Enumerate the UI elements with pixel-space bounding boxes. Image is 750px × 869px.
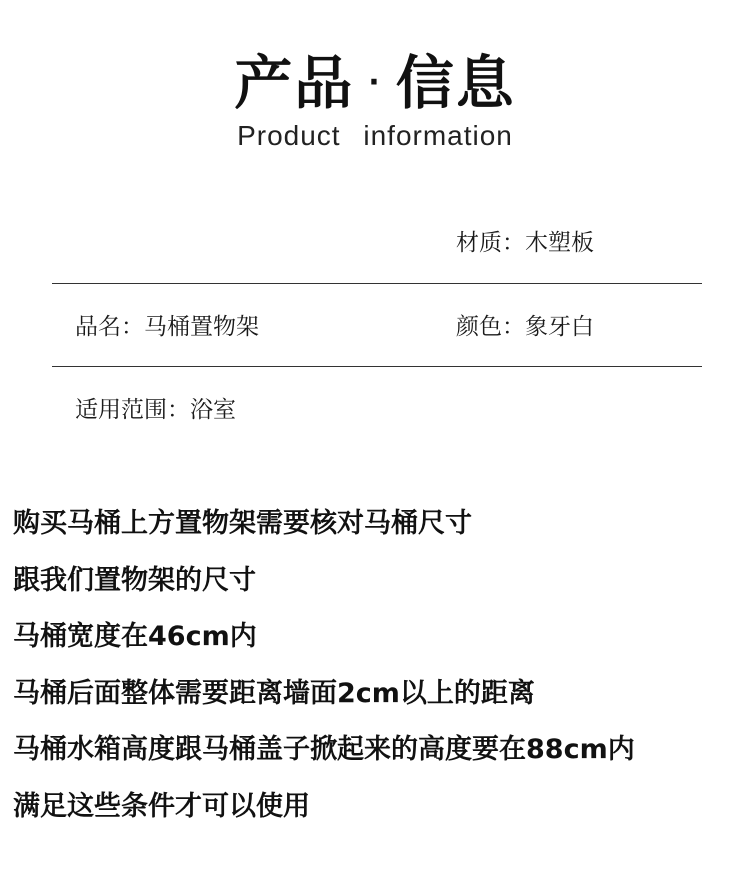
note-line: 购买马桶上方置物架需要核对马桶尺寸 <box>13 508 472 539</box>
note-line: 马桶后面整体需要距离墙面2cm以上的距离 <box>13 677 535 709</box>
spec-color: 颜色：象牙白 <box>456 314 594 340</box>
note-line: 跟我们置物架的尺寸 <box>13 564 256 596</box>
title-right: 信息 <box>395 49 516 117</box>
notes-list <box>13 496 743 836</box>
title-separator: · <box>368 64 382 100</box>
spec-material: 材质：木塑板 <box>456 230 594 256</box>
spec-name: 品名：马桶置物架 <box>75 314 259 340</box>
page-subtitle: Product information <box>237 120 513 151</box>
title-left: 产品 <box>234 49 355 117</box>
note-line: 满足这些条件才可以使用 <box>13 790 310 822</box>
divider-top <box>52 283 702 284</box>
page-title <box>0 38 750 118</box>
divider-bottom <box>52 366 702 367</box>
note-line: 马桶宽度在46cm内 <box>13 621 257 653</box>
spec-scope: 适用范围：浴室 <box>75 397 236 423</box>
note-line: 马桶水箱高度跟马桶盖子掀起来的高度要在88cm内 <box>13 734 635 766</box>
